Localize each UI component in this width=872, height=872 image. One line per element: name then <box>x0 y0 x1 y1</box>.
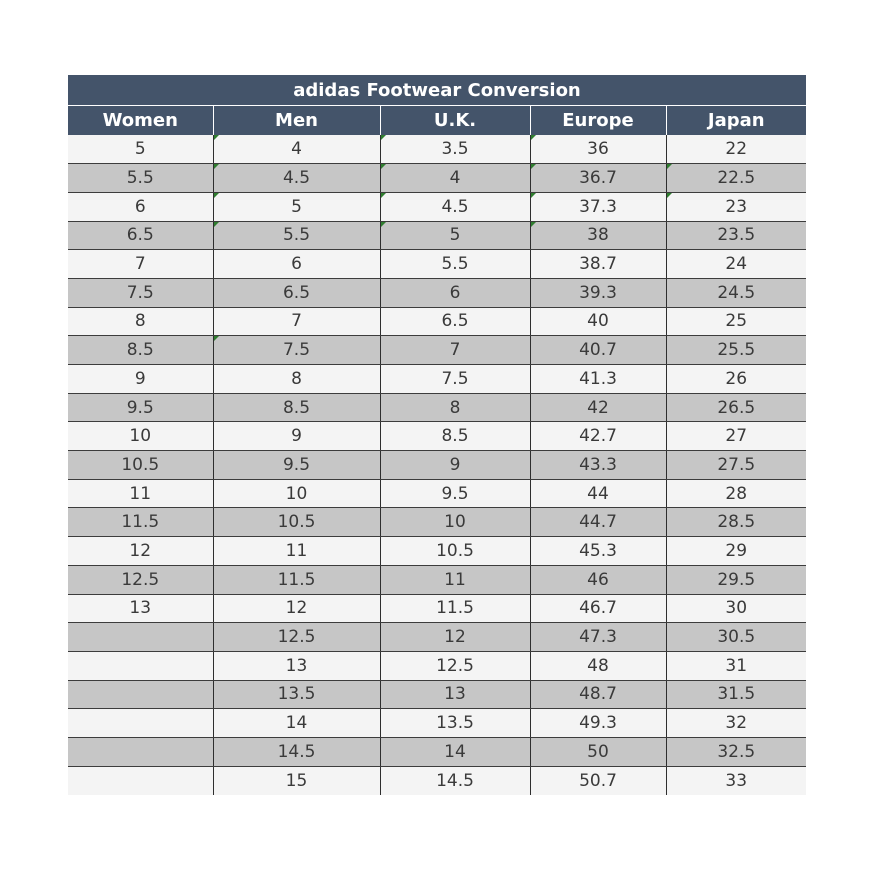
cell-japan: 27 <box>666 422 806 451</box>
cell-men: 11 <box>213 537 380 566</box>
cell-women <box>68 766 213 795</box>
table-row <box>68 565 806 594</box>
cell-japan: 24 <box>666 250 806 279</box>
cell-men: 9.5 <box>213 451 380 480</box>
cell-japan: 24.5 <box>666 278 806 307</box>
size-conversion-sheet <box>68 75 806 795</box>
cell-japan: 23 <box>666 192 806 221</box>
cell-uk: 11.5 <box>380 594 530 623</box>
cell-uk: 6 <box>380 278 530 307</box>
cell-women: 6.5 <box>68 221 213 250</box>
cell-europe: 41.3 <box>530 365 666 394</box>
table-row <box>68 680 806 709</box>
table-row <box>68 307 806 336</box>
cell-japan: 29 <box>666 537 806 566</box>
column-header-women: Women <box>68 106 213 135</box>
cell-uk: 6.5 <box>380 307 530 336</box>
cell-women: 9 <box>68 365 213 394</box>
cell-men: 8 <box>213 365 380 394</box>
cell-women <box>68 680 213 709</box>
cell-japan: 33 <box>666 766 806 795</box>
cell-europe: 36 <box>530 135 666 164</box>
cell-uk: 12.5 <box>380 651 530 680</box>
cell-women: 11.5 <box>68 508 213 537</box>
cell-uk: 8.5 <box>380 422 530 451</box>
cell-men: 4 <box>213 135 380 164</box>
table-row <box>68 709 806 738</box>
cell-europe: 40 <box>530 307 666 336</box>
column-header-men: Men <box>213 106 380 135</box>
cell-japan: 30.5 <box>666 623 806 652</box>
cell-men: 13 <box>213 651 380 680</box>
cell-women: 6 <box>68 192 213 221</box>
table-row <box>68 651 806 680</box>
table-row <box>68 221 806 250</box>
table-row <box>68 365 806 394</box>
cell-men: 13.5 <box>213 680 380 709</box>
cell-men: 7.5 <box>213 336 380 365</box>
table-row <box>68 451 806 480</box>
cell-men: 5 <box>213 192 380 221</box>
cell-japan: 27.5 <box>666 451 806 480</box>
cell-uk: 7.5 <box>380 365 530 394</box>
cell-europe: 50 <box>530 737 666 766</box>
cell-europe: 40.7 <box>530 336 666 365</box>
cell-men: 15 <box>213 766 380 795</box>
table-row <box>68 336 806 365</box>
cell-europe: 48.7 <box>530 680 666 709</box>
size-conversion-table <box>68 106 806 795</box>
cell-women: 8.5 <box>68 336 213 365</box>
cell-uk: 13 <box>380 680 530 709</box>
cell-uk: 4.5 <box>380 192 530 221</box>
cell-europe: 42 <box>530 393 666 422</box>
table-title: adidas Footwear Conversion <box>68 75 806 106</box>
cell-uk: 10 <box>380 508 530 537</box>
cell-women <box>68 651 213 680</box>
cell-japan: 22 <box>666 135 806 164</box>
cell-japan: 32.5 <box>666 737 806 766</box>
cell-uk: 14 <box>380 737 530 766</box>
cell-europe: 50.7 <box>530 766 666 795</box>
cell-uk: 11 <box>380 565 530 594</box>
cell-japan: 26 <box>666 365 806 394</box>
cell-japan: 30 <box>666 594 806 623</box>
cell-women <box>68 623 213 652</box>
cell-women: 13 <box>68 594 213 623</box>
cell-men: 6 <box>213 250 380 279</box>
cell-men: 6.5 <box>213 278 380 307</box>
cell-women: 8 <box>68 307 213 336</box>
cell-uk: 8 <box>380 393 530 422</box>
cell-europe: 45.3 <box>530 537 666 566</box>
cell-europe: 47.3 <box>530 623 666 652</box>
table-row <box>68 594 806 623</box>
cell-japan: 26.5 <box>666 393 806 422</box>
cell-men: 10 <box>213 479 380 508</box>
cell-europe: 46.7 <box>530 594 666 623</box>
cell-women: 5 <box>68 135 213 164</box>
table-row <box>68 393 806 422</box>
cell-japan: 28.5 <box>666 508 806 537</box>
cell-women: 9.5 <box>68 393 213 422</box>
cell-europe: 44.7 <box>530 508 666 537</box>
cell-men: 14 <box>213 709 380 738</box>
cell-japan: 31 <box>666 651 806 680</box>
table-row <box>68 766 806 795</box>
table-row <box>68 623 806 652</box>
cell-japan: 25 <box>666 307 806 336</box>
cell-europe: 42.7 <box>530 422 666 451</box>
cell-europe: 49.3 <box>530 709 666 738</box>
cell-women: 5.5 <box>68 164 213 193</box>
cell-women: 10 <box>68 422 213 451</box>
cell-women <box>68 737 213 766</box>
cell-japan: 31.5 <box>666 680 806 709</box>
cell-europe: 46 <box>530 565 666 594</box>
cell-men: 10.5 <box>213 508 380 537</box>
cell-japan: 22.5 <box>666 164 806 193</box>
cell-women: 11 <box>68 479 213 508</box>
column-header-japan: Japan <box>666 106 806 135</box>
cell-europe: 48 <box>530 651 666 680</box>
cell-men: 8.5 <box>213 393 380 422</box>
cell-women: 12 <box>68 537 213 566</box>
cell-japan: 29.5 <box>666 565 806 594</box>
cell-men: 5.5 <box>213 221 380 250</box>
cell-men: 11.5 <box>213 565 380 594</box>
cell-uk: 4 <box>380 164 530 193</box>
column-header-europe: Europe <box>530 106 666 135</box>
table-row <box>68 537 806 566</box>
table-row <box>68 479 806 508</box>
table-row <box>68 250 806 279</box>
cell-europe: 44 <box>530 479 666 508</box>
cell-uk: 14.5 <box>380 766 530 795</box>
table-row <box>68 508 806 537</box>
cell-men: 4.5 <box>213 164 380 193</box>
cell-men: 12 <box>213 594 380 623</box>
cell-men: 7 <box>213 307 380 336</box>
cell-uk: 10.5 <box>380 537 530 566</box>
cell-uk: 7 <box>380 336 530 365</box>
cell-men: 12.5 <box>213 623 380 652</box>
table-row <box>68 278 806 307</box>
cell-women: 10.5 <box>68 451 213 480</box>
cell-men: 9 <box>213 422 380 451</box>
cell-women: 12.5 <box>68 565 213 594</box>
cell-women: 7 <box>68 250 213 279</box>
table-row <box>68 192 806 221</box>
cell-japan: 32 <box>666 709 806 738</box>
cell-uk: 3.5 <box>380 135 530 164</box>
cell-uk: 9 <box>380 451 530 480</box>
cell-japan: 25.5 <box>666 336 806 365</box>
cell-men: 14.5 <box>213 737 380 766</box>
cell-europe: 39.3 <box>530 278 666 307</box>
table-body <box>68 135 806 795</box>
cell-europe: 43.3 <box>530 451 666 480</box>
table-row <box>68 135 806 164</box>
table-row <box>68 737 806 766</box>
header-row <box>68 106 806 135</box>
cell-women: 7.5 <box>68 278 213 307</box>
cell-europe: 36.7 <box>530 164 666 193</box>
cell-europe: 38.7 <box>530 250 666 279</box>
cell-europe: 37.3 <box>530 192 666 221</box>
cell-uk: 9.5 <box>380 479 530 508</box>
table-row <box>68 164 806 193</box>
cell-uk: 5.5 <box>380 250 530 279</box>
cell-uk: 13.5 <box>380 709 530 738</box>
cell-uk: 12 <box>380 623 530 652</box>
cell-women <box>68 709 213 738</box>
table-row <box>68 422 806 451</box>
cell-uk: 5 <box>380 221 530 250</box>
cell-europe: 38 <box>530 221 666 250</box>
cell-japan: 23.5 <box>666 221 806 250</box>
column-header-uk: U.K. <box>380 106 530 135</box>
cell-japan: 28 <box>666 479 806 508</box>
